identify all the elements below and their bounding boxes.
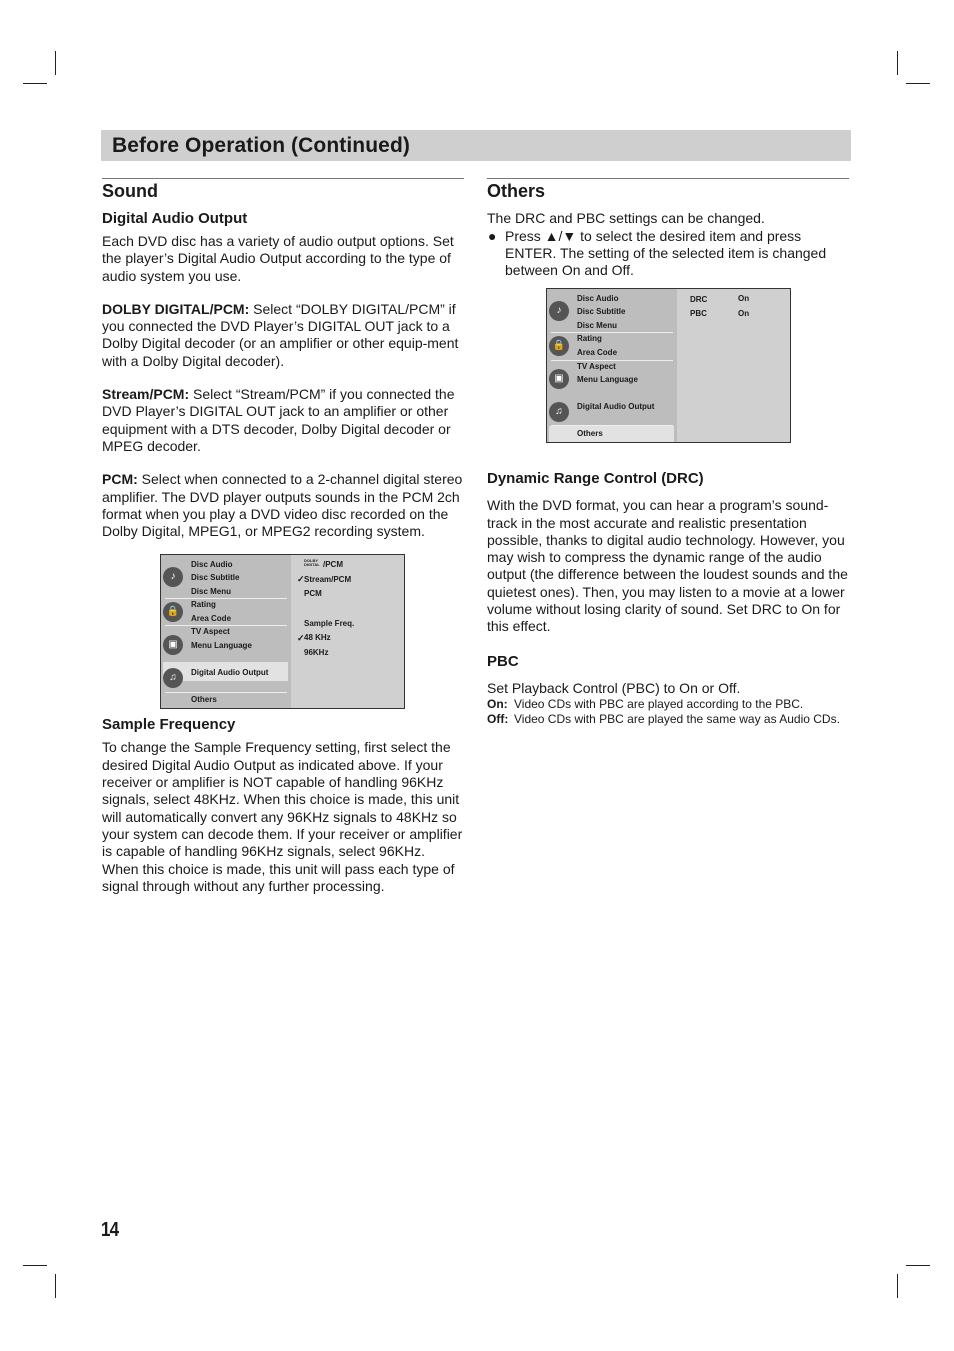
dolby-text: Select “DOLBY DIGITAL/PCM” if you connected the DVD Player’s DIGITAL OUT jack to a Dolby Digital decoder (or an amplifier or other equip-ment with a Dolby Digital decoder). (102, 300, 459, 369)
sample-frequency-text: To change the Sample Frequency setting, first select the desired Digital Audio Output as indicated above. If your receiver or amplifier is NOT capable of handling 96KHz signals, select 48KHz. When this choice is made, this unit will automatically convert any 96KHz signals to 48KHz so your system can decode them. If your receiver or amplifier is capable of handling 96KHz signals, select 96KHz. When this choice is made, this unit will pass each type of signal through without any further processing. (102, 739, 463, 894)
checkmark-icon: ✓ (297, 574, 305, 585)
sound-setup-menu-screenshot (160, 554, 405, 709)
lock-icon: 🔒 (163, 602, 183, 622)
menu-categories-pane (547, 289, 677, 442)
pbc-text: Set Playback Control (PBC) to On or Off. (487, 679, 741, 696)
others-section (487, 178, 849, 728)
sound-title: Sound (102, 178, 464, 202)
disc-icon: ♪ (163, 567, 183, 587)
pbc-off-note (487, 712, 849, 728)
crop-mark (23, 83, 47, 84)
dolby-digital-logo: DOLBY DIGITAL (304, 558, 320, 568)
others-setup-menu-screenshot (546, 288, 791, 443)
speaker-icon: ♫ (163, 668, 183, 688)
menu-item-tv-aspect: TV Aspect (577, 362, 616, 372)
option-48khz: 48 KHz (304, 633, 331, 643)
menu-categories-pane (161, 555, 291, 708)
checkmark-icon: ✓ (297, 633, 305, 644)
speaker-icon: ♫ (549, 402, 569, 422)
menu-item-area-code: Area Code (577, 348, 618, 358)
pbc-on-note (487, 697, 849, 713)
menu-item-menu-language: Menu Language (191, 641, 252, 651)
pcm-paragraph (102, 471, 464, 540)
drc-heading: Dynamic Range Control (DRC) (487, 470, 704, 488)
dolby-label: DOLBY DIGITAL/PCM: (102, 300, 250, 317)
sample-freq-label: Sample Freq. (304, 619, 355, 629)
pbc-label: PBC (690, 309, 707, 319)
bullet-icon: ● (488, 228, 497, 245)
menu-item-disc-subtitle: Disc Subtitle (577, 307, 626, 317)
page-number: 14 (101, 1219, 119, 1241)
crop-mark (906, 83, 930, 84)
divider (551, 360, 673, 361)
pcm-text: Select when connected to a 2-channel digital stereo amplifier. The DVD player outputs sounds in the PCM 2ch format when you play a DVD video disc recorded on the Dolby Digital, MPEG1, or MPEG2 recording system. (102, 471, 463, 540)
others-intro: The DRC and PBC settings can be changed. (487, 210, 765, 226)
menu-item-tv-aspect: TV Aspect (191, 627, 230, 637)
crop-mark (55, 51, 56, 75)
pbc-on-label: On: (487, 696, 508, 711)
option-dolby-pcm: /PCM (323, 560, 343, 570)
tv-icon: ▣ (163, 635, 183, 655)
others-bullet (487, 228, 849, 279)
menu-item-disc-audio: Disc Audio (577, 294, 619, 304)
crop-mark (23, 1265, 47, 1266)
menu-item-rating: Rating (191, 600, 216, 610)
crop-mark (906, 1265, 930, 1266)
tv-icon: ▣ (549, 369, 569, 389)
lock-icon: 🔒 (549, 336, 569, 356)
menu-item-others: Others (191, 695, 217, 705)
menu-options-pane (677, 289, 790, 442)
pcm-label: PCM: (102, 471, 138, 488)
drc-label: DRC (690, 295, 708, 305)
divider (165, 625, 287, 626)
sample-frequency-heading: Sample Frequency (102, 716, 236, 734)
divider (165, 692, 287, 693)
others-title: Others (487, 178, 849, 202)
menu-item-disc-menu: Disc Menu (191, 587, 232, 597)
divider (551, 332, 673, 333)
menu-item-menu-language: Menu Language (577, 375, 638, 385)
dolby-paragraph (102, 301, 464, 370)
divider (165, 598, 287, 599)
stream-text: Select “Stream/PCM” if you connected the DVD Player’s DIGITAL OUT jack to an amplifier or other equipment with a DTS decoder, Dolby Digital decoder or MPEG decoder. (102, 386, 455, 454)
crop-mark (55, 1274, 56, 1298)
menu-item-others: Others (577, 429, 603, 439)
option-stream-pcm: Stream/PCM (304, 575, 352, 585)
sound-section (102, 178, 464, 895)
menu-item-disc-menu: Disc Menu (577, 321, 618, 331)
digital-audio-heading: Digital Audio Output (102, 210, 248, 227)
stream-label: Stream/PCM: (102, 386, 190, 403)
drc-value: On (738, 294, 750, 304)
page-banner (101, 130, 851, 161)
pbc-value: On (738, 309, 750, 319)
pbc-off-label: Off: (487, 712, 509, 727)
menu-item-digital-audio-output: Digital Audio Output (191, 668, 269, 678)
disc-icon: ♪ (549, 301, 569, 321)
menu-options-pane (291, 555, 404, 708)
others-bullet-text: Press ▲/▼ to select the desired item and press ENTER. The setting of the selected item is changed between On and Off. (505, 228, 827, 279)
page-title: Before Operation (Continued) (112, 134, 410, 157)
option-pcm: PCM (304, 589, 322, 599)
crop-mark (897, 51, 898, 75)
menu-item-area-code: Area Code (191, 614, 232, 624)
pbc-on-text: Video CDs with PBC are played according to the PBC. (514, 696, 804, 711)
drc-text: With the DVD format, you can hear a program’s sound-track in the most accurate and realistic presentation possible, thanks to digital audio technology. However, you may wish to compress the dynamic range of the audio output (the difference between the loudest sounds and the quietest ones). Then, you may listen to a movie at a lower volume without losing clarity of sound. Set DRC to On for this effect. (487, 497, 848, 635)
digital-audio-intro: Each DVD disc has a variety of audio output options. Set the player’s Digital Audio Output according to the type of audio system you use. (102, 233, 454, 284)
menu-item-disc-subtitle: Disc Subtitle (191, 573, 240, 583)
crop-mark (897, 1274, 898, 1298)
pbc-heading: PBC (487, 652, 519, 670)
menu-item-rating: Rating (577, 334, 602, 344)
selected-row-highlight (549, 426, 674, 442)
pbc-off-text: Video CDs with PBC are played the same way as Audio CDs. (514, 712, 840, 727)
menu-item-disc-audio: Disc Audio (191, 560, 233, 570)
menu-item-digital-audio-output: Digital Audio Output (577, 402, 655, 412)
option-96khz: 96KHz (304, 648, 329, 658)
stream-paragraph (102, 386, 464, 455)
